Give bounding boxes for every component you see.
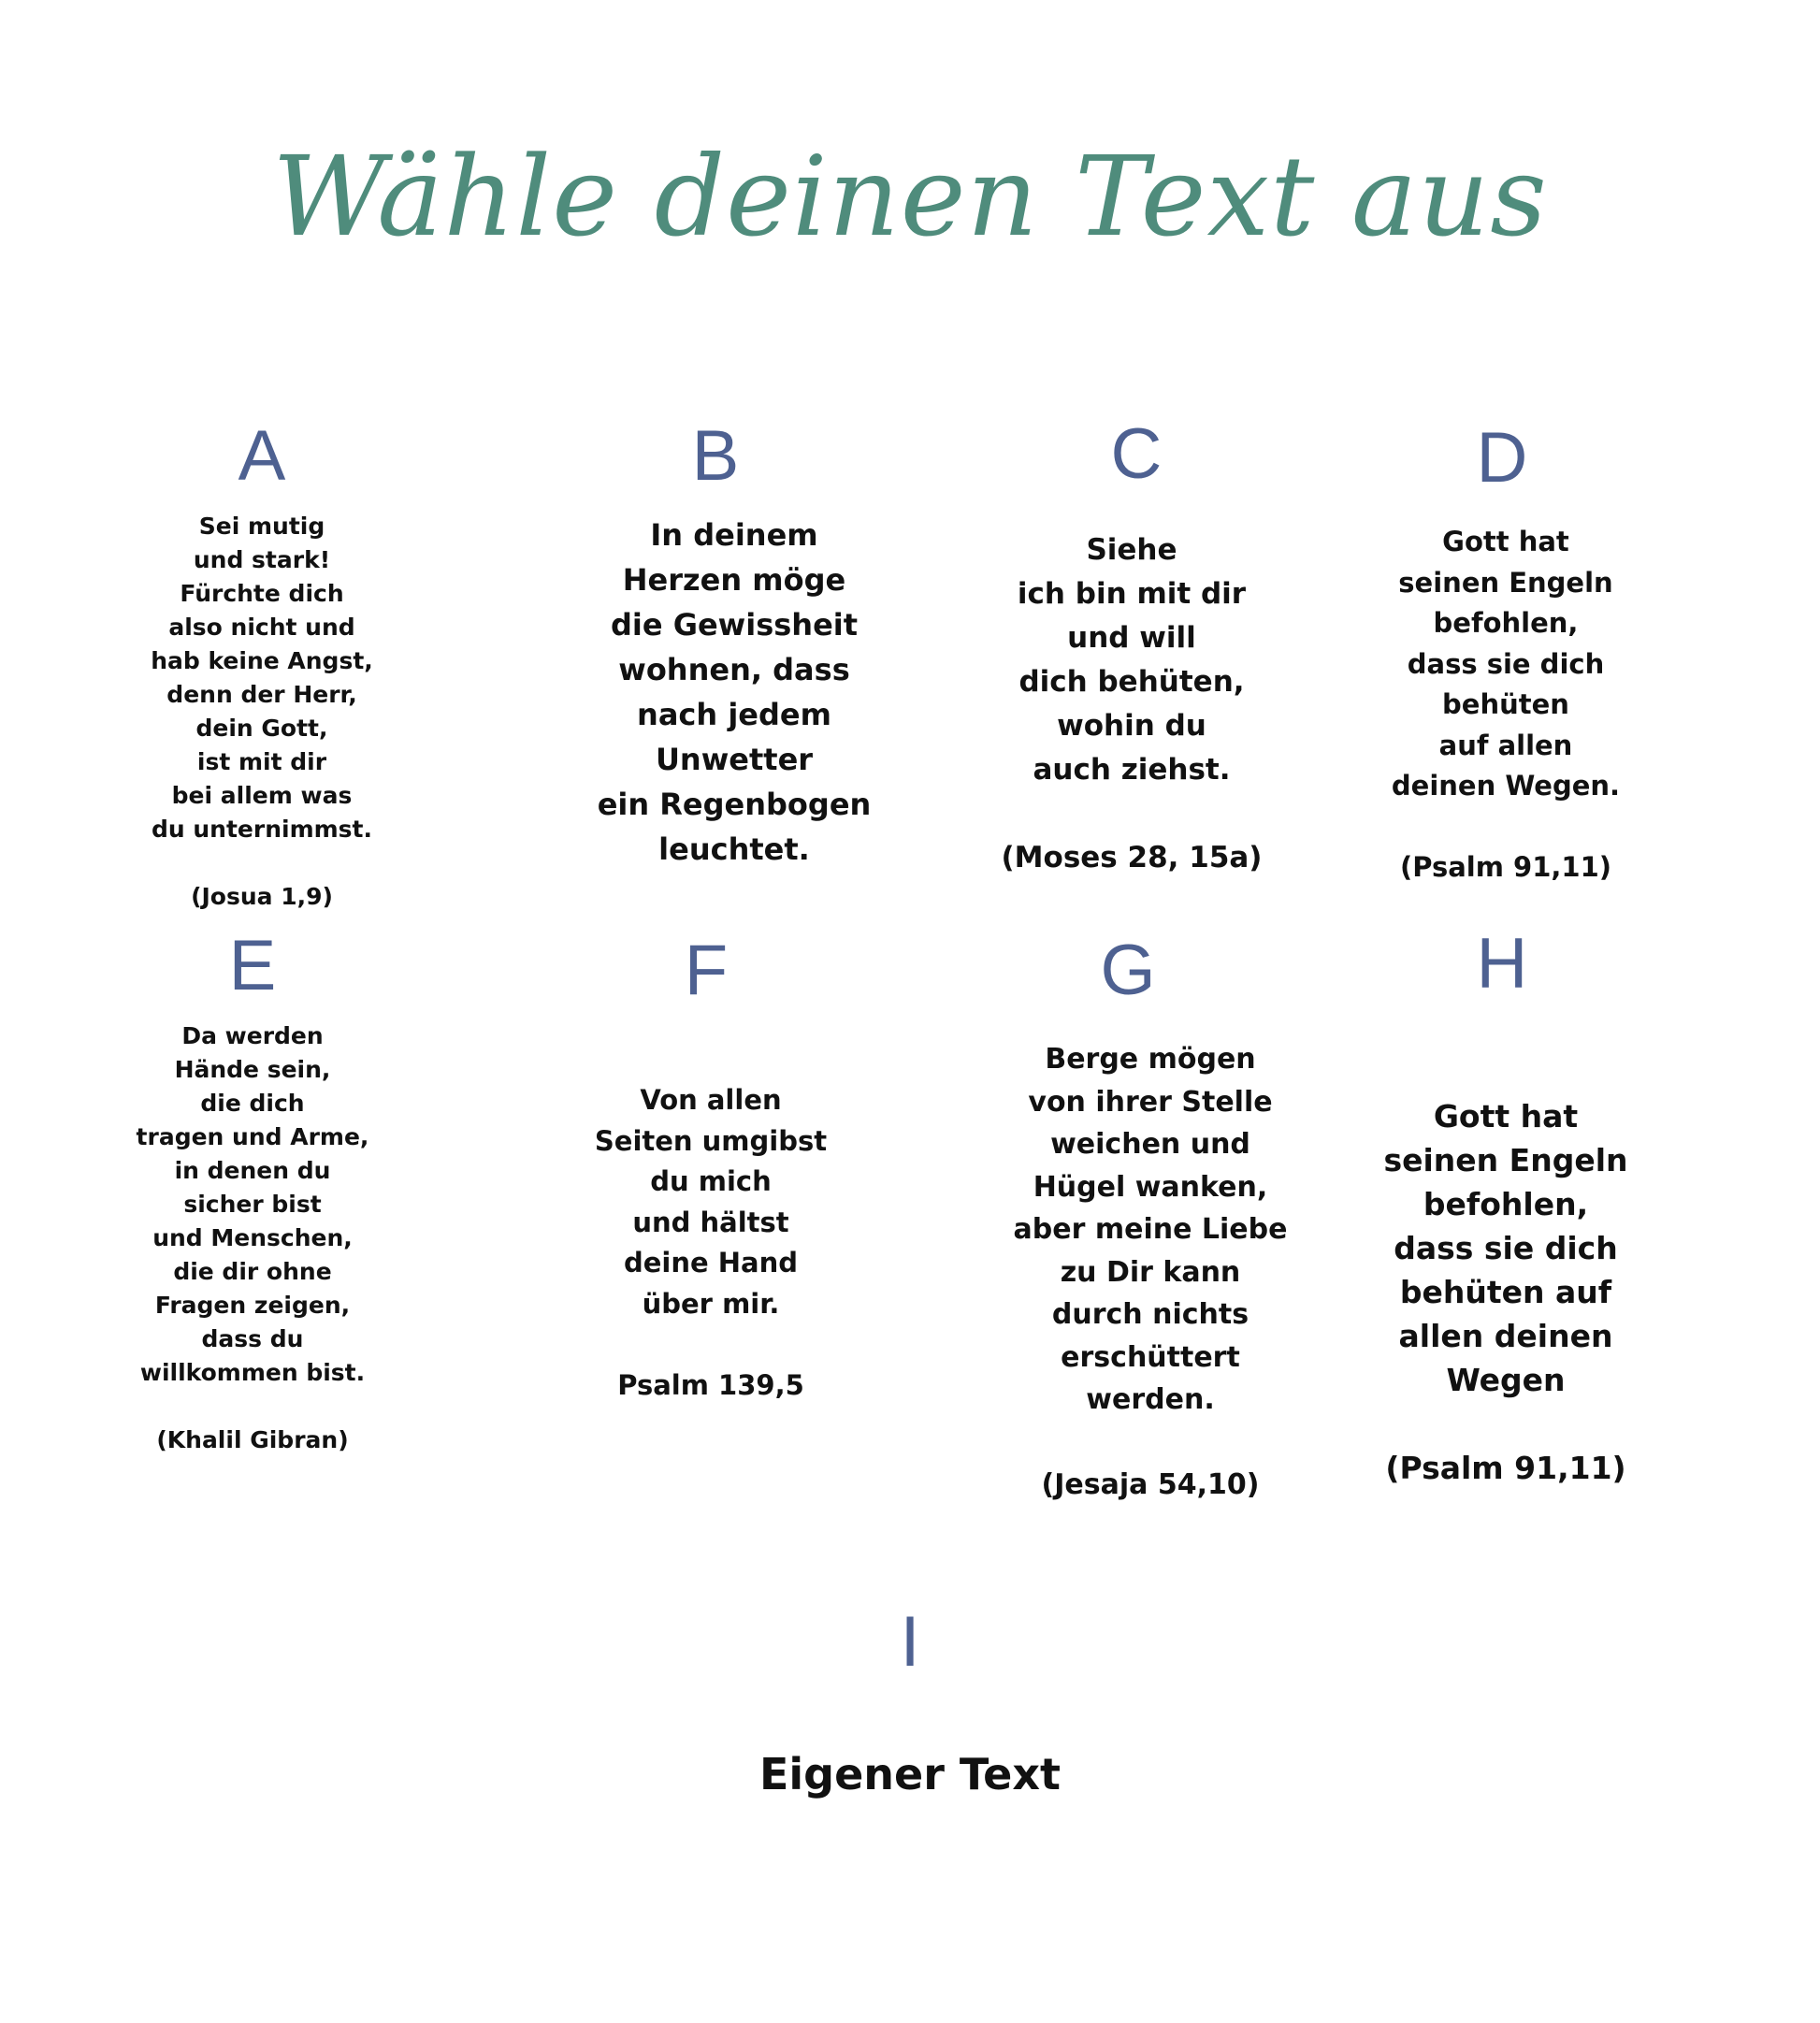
page-title: Wähle deinen Text aus	[272, 132, 1548, 261]
option-text-b: In deinem Herzen möge die Gewissheit wohnen, dass nach jedem Unwetter ein Regenbogen leuchtet.	[597, 517, 872, 867]
option-text-c: Siehe ich bin mit dir und will dich behüten, wohin du auch ziehst. (Moses 28, 15a)	[1001, 533, 1263, 874]
option-text-g: Berge mögen von ihrer Stelle weichen und Hügel wanken, aber meine Liebe zu Dir kann durch nichts erschüttert werden. (Jesaja 54,10)	[1013, 1043, 1288, 1501]
option-letter-c: C	[1110, 414, 1163, 494]
option-text-f: Von allen Seiten umgibst du mich und hältst deine Hand über mir. Psalm 139,5	[594, 1084, 828, 1401]
option-letter-i: I	[900, 1602, 920, 1682]
option-text-i: Eigener Text	[758, 1749, 1062, 1799]
option-letter-g: G	[1100, 931, 1156, 1010]
option-text-a: Sei mutig und stark! Fürchte dich also nicht und hab keine Angst, denn der Herr, dein Gott, ist mit dir bei allem was du unternimmst. (Josua 1,9)	[151, 513, 373, 910]
option-text-h: Gott hat seinen Engeln befohlen, dass sie dich behüten auf allen deinen Wegen (Psalm 91,11)	[1383, 1098, 1628, 1486]
option-letter-a: A	[238, 416, 286, 496]
option-text-e: Da werden Hände sein, die dich tragen und Arme, in denen du sicher bist und Menschen, die dir ohne Fragen zeigen, dass du willkommen bist. (Khalil Gibran)	[136, 1022, 369, 1453]
option-letter-e: E	[228, 926, 277, 1005]
option-letter-f: F	[684, 931, 729, 1010]
option-letter-h: H	[1476, 924, 1528, 1004]
option-text-d: Gott hat seinen Engeln befohlen, dass sie dich behüten auf allen deinen Wegen. (Psalm 91,11)	[1391, 526, 1621, 883]
option-letter-d: D	[1476, 418, 1528, 498]
option-letter-b: B	[691, 416, 740, 496]
